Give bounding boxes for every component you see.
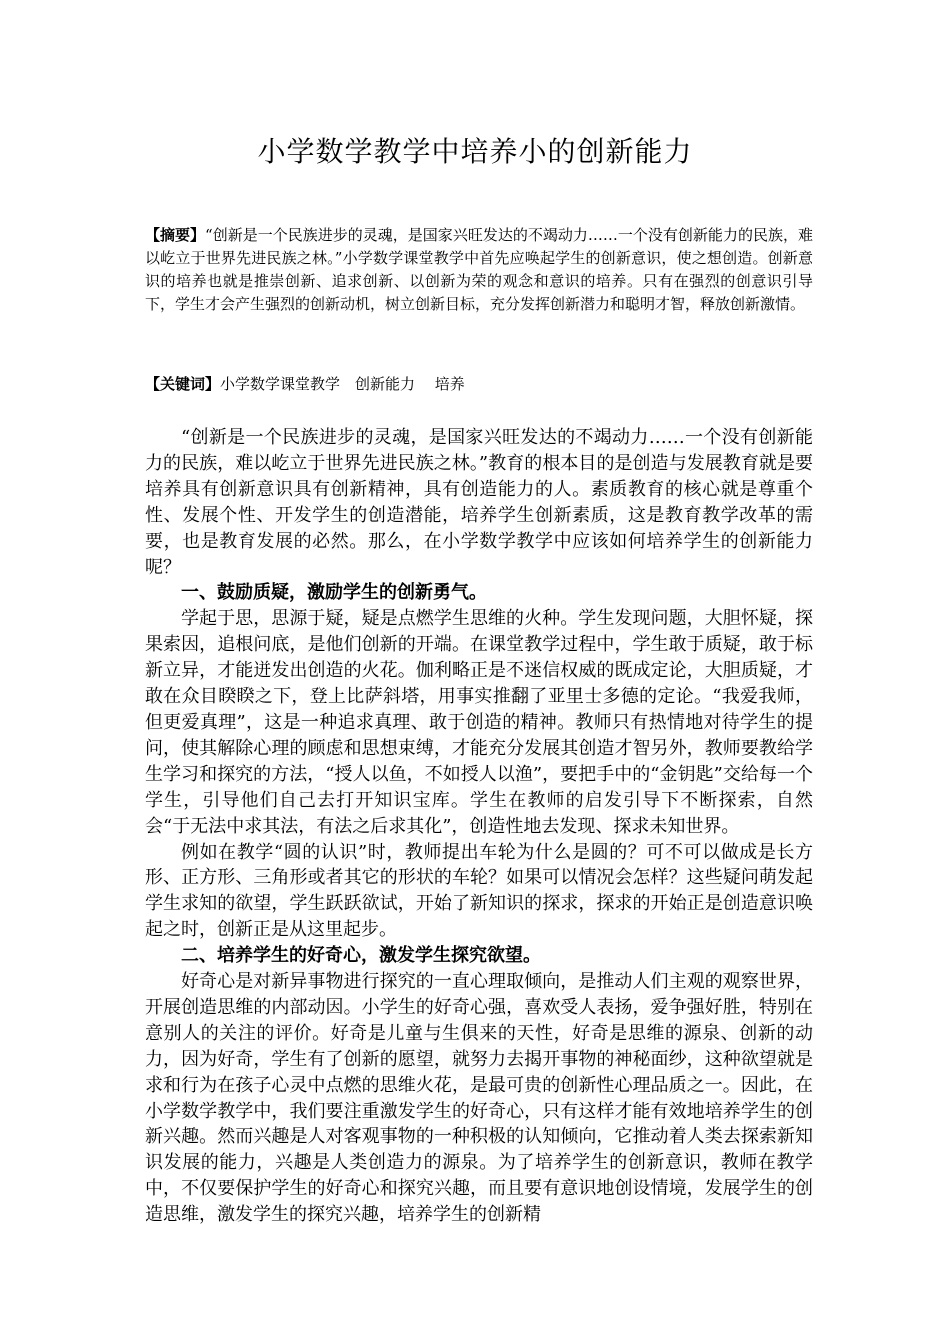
keywords-block (145, 373, 813, 396)
body-paragraph: 好奇心是对新异事物进行探究的一直心理取倾向，是推动人们主观的观察世界，开展创造思维的内部动因。小学生的好奇心强，喜欢受人表扬，爱争强好胜，特别在意别人的关注的评价。好奇是儿童与生俱来的天性，好奇是思维的源泉、创新的动力，因为好奇，学生有了创新的愿望，就努力去揭开事物的神秘面纱，这种欲望就是求和行为在孩子心灵中点燃的思维火花，是最可贵的创新性心理品质之一。因此，在小学数学教学中，我们要注重激发学生的好奇心，只有这样才能有效地培养学生的创新兴趣。然而兴趣是人对客观事物的一种积极的认知倾向，它推动着人类去探索新知识发展的能力，兴趣是人类创造力的源泉。为了培养学生的创新意识，教师在教学中，不仅要保护学生的好奇心和探究兴趣，而且要有意识地创设情境，发展学生的创造思维，激发学生的探究兴趣，培养学生的创新精 (145, 971, 813, 1226)
abstract-label: 【摘要】 (145, 226, 206, 244)
keywords-text: 小学数学课堂教学 创新能力 培养 (220, 375, 465, 393)
section-heading: 一、鼓励质疑，激励学生的创新勇气。 (181, 582, 487, 604)
body-paragraph: “创新是一个民族进步的灵魂，是国家兴旺发达的不竭动力……一个没有创新能力的民族，难以屹立于世界先进民族之林。”教育的根本目的是创造与发展教育就是要培养具有创新意识具有创新精神，具有创造能力的人。素质教育的核心就是尊重个性、发展个性、开发学生的创造潜能，培养学生创新素质，这是教育教学改革的需要，也是教育发展的必然。那么，在小学数学教学中应该如何培养学生的创新能力呢？ (145, 427, 813, 578)
section-heading: 二、培养学生的好奇心，激发学生探究欲望。 (181, 945, 541, 967)
body-text (145, 425, 813, 1228)
body-paragraph: 例如在教学“圆的认识”时，教师提出车轮为什么是圆的？可不可以做成是长方形、正方形、三角形或者其它的形状的车轮？如果可以情况会怎样？这些疑问萌发起学生求知的欲望，学生跃跃欲试，开始了新知识的探求，探求的开始正是创造意识唤起之时，创新正是从这里起步。 (145, 841, 813, 941)
abstract-text: “创新是一个民族进步的灵魂，是国家兴旺发达的不竭动力……一个没有创新能力的民族，难以屹立于世界先进民族之林。”小学数学课堂教学中首先应唤起学生的创新意识，使之想创造。创新意识的培养也就是推崇创新、追求创新、以创新为荣的观念和意识的培养。只有在强烈的创意识引导下，学生才会产生强烈的创新动机，树立创新目标，充分发挥创新潜力和聪明才智，释放创新激情。 (145, 226, 813, 313)
keywords-label: 【关键词】 (145, 375, 221, 393)
body-paragraph: 学起于思，思源于疑，疑是点燃学生思维的火种。学生发现问题，大胆怀疑，探果索因，追根问底，是他们创新的开端。在课堂教学过程中，学生敢于质疑，敢于标新立异，才能迸发出创造的火花。伽利略正是不迷信权威的既成定论，大胆质疑，才敢在众目睽睽之下，登上比萨斜塔，用事实推翻了亚里士多德的定论。“我爱我师，但更爱真理”，这是一种追求真理、敢于创造的精神。教师只有热情地对待学生的提问，使其解除心理的顾虑和思想束缚，才能充分发展其创造才智另外，教师要教给学生学习和探究的方法，“授人以鱼，不如授人以渔”，要把手中的“金钥匙”交给每一个学生，引导他们自己去打开知识宝库。学生在教师的启发引导下不断探索，自然会“于无法中求其法，有法之后求其化”，创造性地去发现、探求未知世界。 (145, 608, 813, 837)
abstract-block (145, 224, 813, 316)
document-title: 小学数学教学中培养小的创新能力 (257, 135, 693, 168)
